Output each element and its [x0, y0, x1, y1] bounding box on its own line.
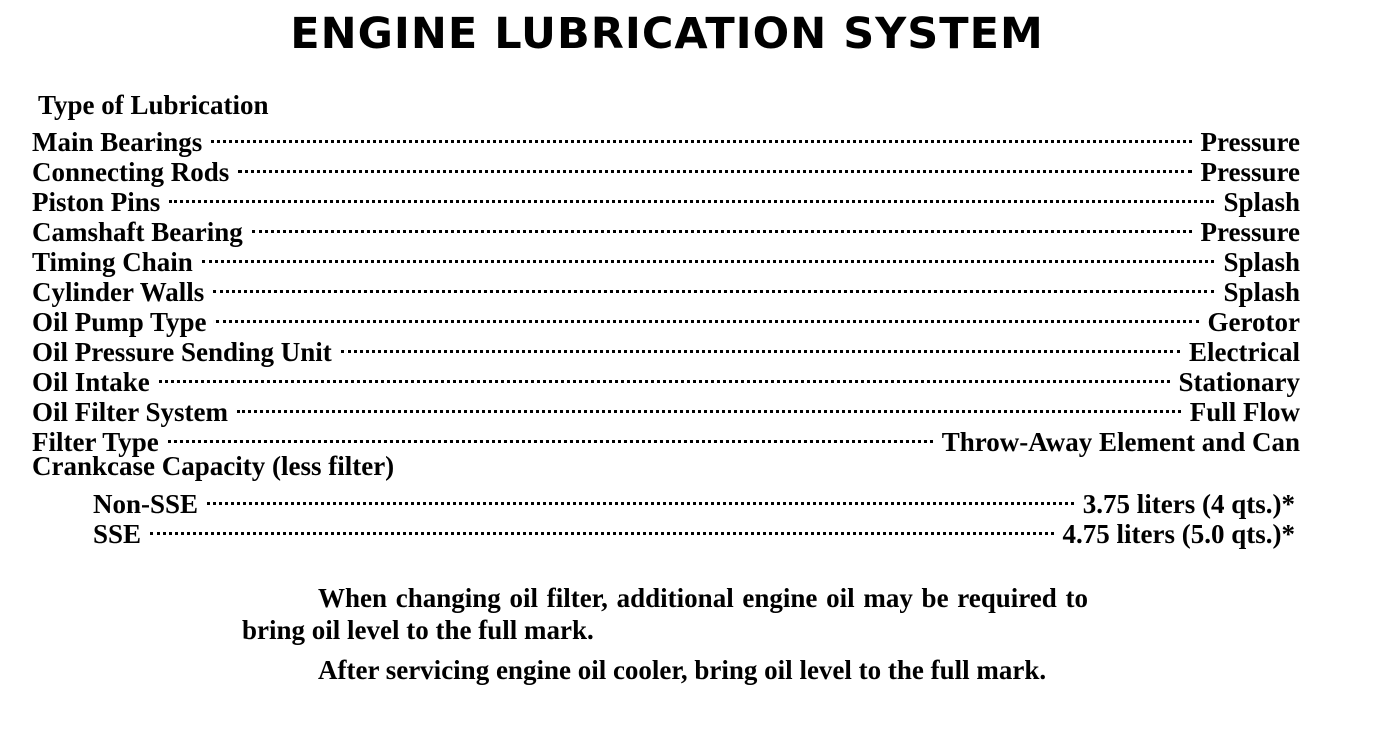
dot-leader: [169, 181, 1214, 211]
note-paragraph: [242, 654, 1088, 686]
spec-list: [32, 121, 1300, 481]
spec-value: Splash: [1223, 187, 1300, 217]
spec-row: [32, 241, 1300, 277]
spec-label: Cylinder Walls: [32, 277, 205, 307]
spec-label: Camshaft Bearing: [32, 217, 243, 247]
capacity-label: SSE: [93, 519, 142, 549]
spec-value: Full Flow: [1189, 397, 1300, 427]
spec-row: [32, 271, 1300, 307]
dot-leader: [168, 421, 933, 451]
spec-row: [32, 121, 1300, 157]
spec-label: Oil Pressure Sending Unit: [32, 337, 332, 367]
spec-row: [32, 391, 1300, 427]
dot-leader: [213, 271, 1214, 301]
capacity-row: [93, 483, 1295, 519]
dot-leader: [237, 391, 1181, 421]
crankcase-heading: Crankcase Capacity (less filter): [32, 451, 395, 481]
spec-value: Gerotor: [1207, 307, 1300, 337]
spec-label: Oil Filter System: [32, 397, 228, 427]
spec-label: Filter Type: [32, 427, 159, 457]
spec-value: Splash: [1223, 247, 1300, 277]
spec-value: Stationary: [1178, 367, 1300, 397]
spec-row: [32, 421, 1300, 457]
dot-leader: [150, 513, 1053, 543]
capacity-value: 3.75 liters (4 qts.)*: [1082, 489, 1295, 519]
dot-leader: [202, 241, 1215, 271]
spec-label: Oil Pump Type: [32, 307, 207, 337]
spec-label: Piston Pins: [32, 187, 161, 217]
crankcase-list: [93, 483, 1295, 549]
note-text: When changing oil filter, additional engine oil may be required to bring oil level to the full mark.: [242, 583, 1088, 645]
page-title: ENGINE LUBRICATION SYSTEM: [290, 9, 1044, 59]
dot-leader: [341, 331, 1180, 361]
dot-leader: [238, 151, 1191, 181]
section-heading: Type of Lubrication: [38, 90, 269, 120]
spec-label: Connecting Rods: [32, 157, 230, 187]
spec-value: Throw-Away Element and Can: [941, 427, 1300, 457]
dot-leader: [207, 483, 1074, 513]
note-text: After servicing engine oil cooler, bring oil level to the full mark.: [318, 655, 1047, 685]
spec-row: [32, 181, 1300, 217]
spec-row: [32, 301, 1300, 337]
capacity-value: 4.75 liters (5.0 qts.)*: [1062, 519, 1295, 549]
spec-label: Oil Intake: [32, 367, 150, 397]
dot-leader: [252, 211, 1192, 241]
spec-label: Timing Chain: [32, 247, 193, 277]
spec-value: Pressure: [1200, 127, 1300, 157]
spec-row: [32, 361, 1300, 397]
spec-value: Splash: [1223, 277, 1300, 307]
dot-leader: [216, 301, 1199, 331]
spec-value: Pressure: [1200, 217, 1300, 247]
dot-leader: [211, 121, 1191, 151]
spec-value: Electrical: [1189, 337, 1300, 367]
spec-row: [32, 211, 1300, 247]
spec-label: Main Bearings: [32, 127, 203, 157]
note-paragraph: [242, 582, 1088, 646]
spec-row: [32, 151, 1300, 187]
spec-value: Pressure: [1200, 157, 1300, 187]
dot-leader: [159, 361, 1170, 391]
spec-row: [32, 331, 1300, 367]
capacity-label: Non-SSE: [93, 489, 199, 519]
